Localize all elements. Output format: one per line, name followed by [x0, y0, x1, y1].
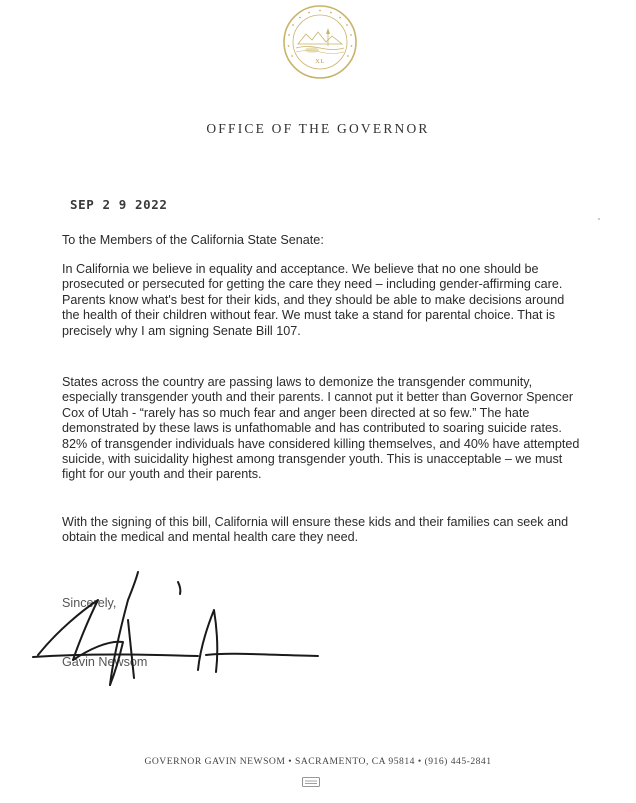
date-stamp: SEP 2 9 2022 — [70, 197, 168, 212]
handwritten-signature — [28, 560, 328, 700]
letterhead-footer: GOVERNOR GAVIN NEWSOM • SACRAMENTO, CA 95814 • (916) 445-2841 — [144, 756, 492, 767]
scan-speck — [598, 218, 600, 220]
seal-numeral: XL — [315, 58, 325, 65]
closing: Sincerely, — [62, 596, 117, 610]
state-seal-icon — [282, 4, 358, 80]
letter-paragraph-3: With the signing of this bill, California will ensure these kids and their families can seek and obtain the medical and mental health care they need. — [62, 515, 569, 545]
letter-paragraph-2: States across the country are passing laws to demonize the transgender community, especially transgender youth and their parents. I cannot put it better than Governor Spencer Cox of Utah - “rarely has so much fear and anger been directed at so few.” The hate demonstrated by these laws is unfathomable and has contributed to soaring suicide rates. 82% of transgender individuals have considered killing themselves, and 40% have attempted suicide, with suicidality highest among transgender youth. This is unacceptable – we must fight for our youth and their parents. — [62, 375, 580, 482]
letterhead-office-title: OFFICE OF THE GOVERNOR — [206, 121, 430, 136]
signer-name: Gavin Newsom — [62, 655, 148, 669]
letter-paragraph-1: In California we believe in equality and acceptance. We believe that no one should be prosecuted or persecuted for getting the care they need – including gender-affirming care. Parents know what's best for their kids, and they should be able to make decisions around the health of their children without fear. We must take a stand for parental choice. That is precisely why I am signing Senate Bill 107. — [62, 262, 565, 338]
union-label-icon — [302, 777, 320, 787]
salutation: To the Members of the California State Senate: — [62, 233, 324, 247]
